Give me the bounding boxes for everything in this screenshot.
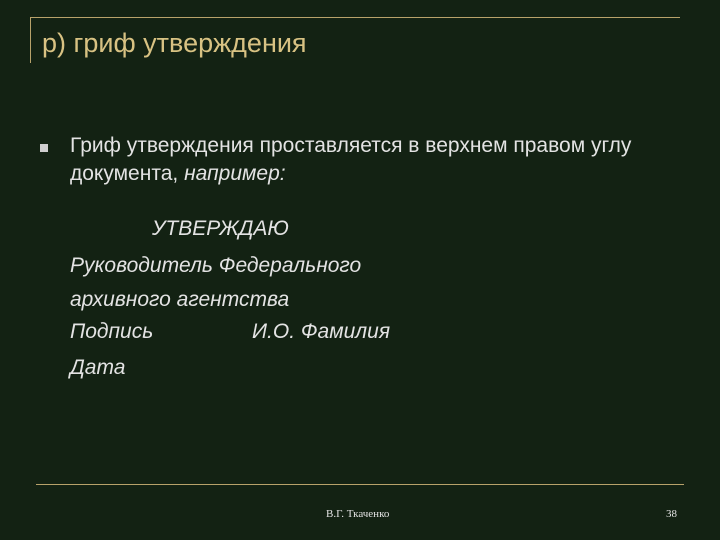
approval-stamp-position-line2: архивного агентства bbox=[70, 288, 290, 311]
footer-divider bbox=[36, 484, 684, 485]
approval-stamp-position-line1: Руководитель Федерального bbox=[70, 254, 362, 277]
footer-author: В.Г. Ткаченко bbox=[326, 508, 390, 520]
bullet-text-italic: например: bbox=[184, 162, 286, 185]
signature-label: Подпись bbox=[70, 320, 154, 343]
name-label: И.О. Фамилия bbox=[252, 320, 391, 343]
title-frame-left-line bbox=[30, 17, 31, 63]
slide-title: р) гриф утверждения bbox=[42, 28, 307, 58]
bullet-text-normal: Гриф утверждения проставляется в верхнем правом углу документа, bbox=[70, 134, 632, 185]
approval-stamp-heading: УТВЕРЖДАЮ bbox=[152, 217, 289, 240]
approval-stamp-signature-row bbox=[70, 320, 391, 344]
square-bullet-icon bbox=[40, 144, 48, 152]
approval-stamp-date: Дата bbox=[70, 356, 126, 379]
bullet-text bbox=[70, 132, 680, 188]
page-number: 38 bbox=[666, 508, 677, 520]
title-frame-top-line bbox=[30, 17, 680, 18]
